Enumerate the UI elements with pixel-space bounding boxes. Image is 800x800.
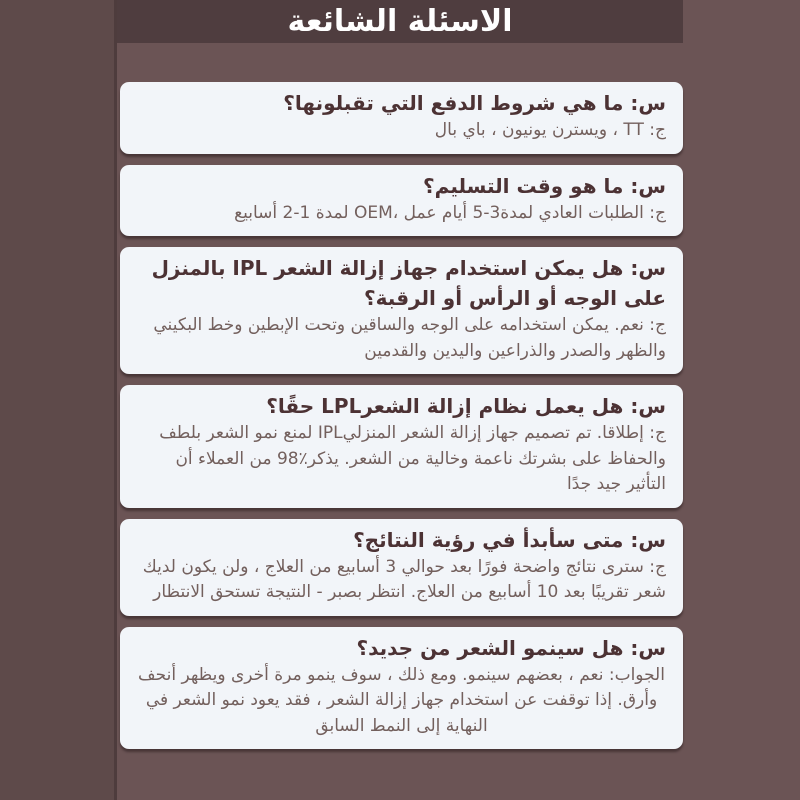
question-text: س: متى سأبدأ في رؤية النتائج؟ (353, 527, 666, 552)
answer-text: ج: نعم. يمكن استخدامه على الوجه والساقين وتحت الإبطين وخط البكيني والظهر والصدر والذراعين واليدين والقدمين (153, 315, 666, 361)
answer-text: ج: سترى نتائج واضحة فورًا بعد حوالي 3 أسابيع من العلاج ، ولن يكون لديك شعر تقريبًا بعد 10 أسابيع من العلاج. انتظر بصبر - النتيجة تستحق الانتظار (142, 556, 666, 602)
faq-card (120, 519, 683, 616)
answer-text: الجواب: نعم ، بعضهم سينمو. ومع ذلك ، سوف ينمو مرة أخرى ويظهر أنحف وأرق. إذا توقفت عن استخدام جهاز إزالة الشعر ، فقد يعود نمو الشعر في النهاية إلى النمط السابق (138, 664, 665, 736)
question-text: س: هل يعمل نظام إزالة الشعرLPL حقًا؟ (266, 394, 666, 418)
faq-card (120, 385, 683, 508)
faq-card (120, 165, 683, 237)
answer-text: ج: TT ، ويسترن يونيون ، باي بال (434, 120, 666, 140)
question-text: س: هل يمكن استخدام جهاز إزالة الشعر IPL بالمنزل على الوجه أو الرأس أو الرقبة؟ (151, 256, 666, 310)
answer-text: ج: إطلاقا. تم تصميم جهاز إزالة الشعر المنزليIPL لمنع نمو الشعر بلطف والحفاظ على بشرتك ناعمة وخالية من الشعر. يذكر٪98 من العملاء أن التأثير جيد جدًا (159, 423, 666, 494)
faq-card (120, 82, 683, 154)
question-text: س: ما هي شروط الدفع التي تقبلونها؟ (283, 91, 666, 115)
faq-card (120, 627, 683, 750)
question-text: س: ما هو وقت التسليم؟ (423, 173, 666, 198)
question-text: س: هل سينمو الشعر من جديد؟ (356, 635, 666, 660)
answer-text: ج: الطلبات العادي لمدة3-5 أيام عمل ،OEM لمدة 1-2 أسابيع (234, 202, 666, 223)
page-title: الاسئلة الشائعة (117, 0, 683, 43)
faq-card (120, 247, 683, 374)
left-margin-strip (0, 0, 117, 800)
faq-card-list (120, 82, 683, 760)
